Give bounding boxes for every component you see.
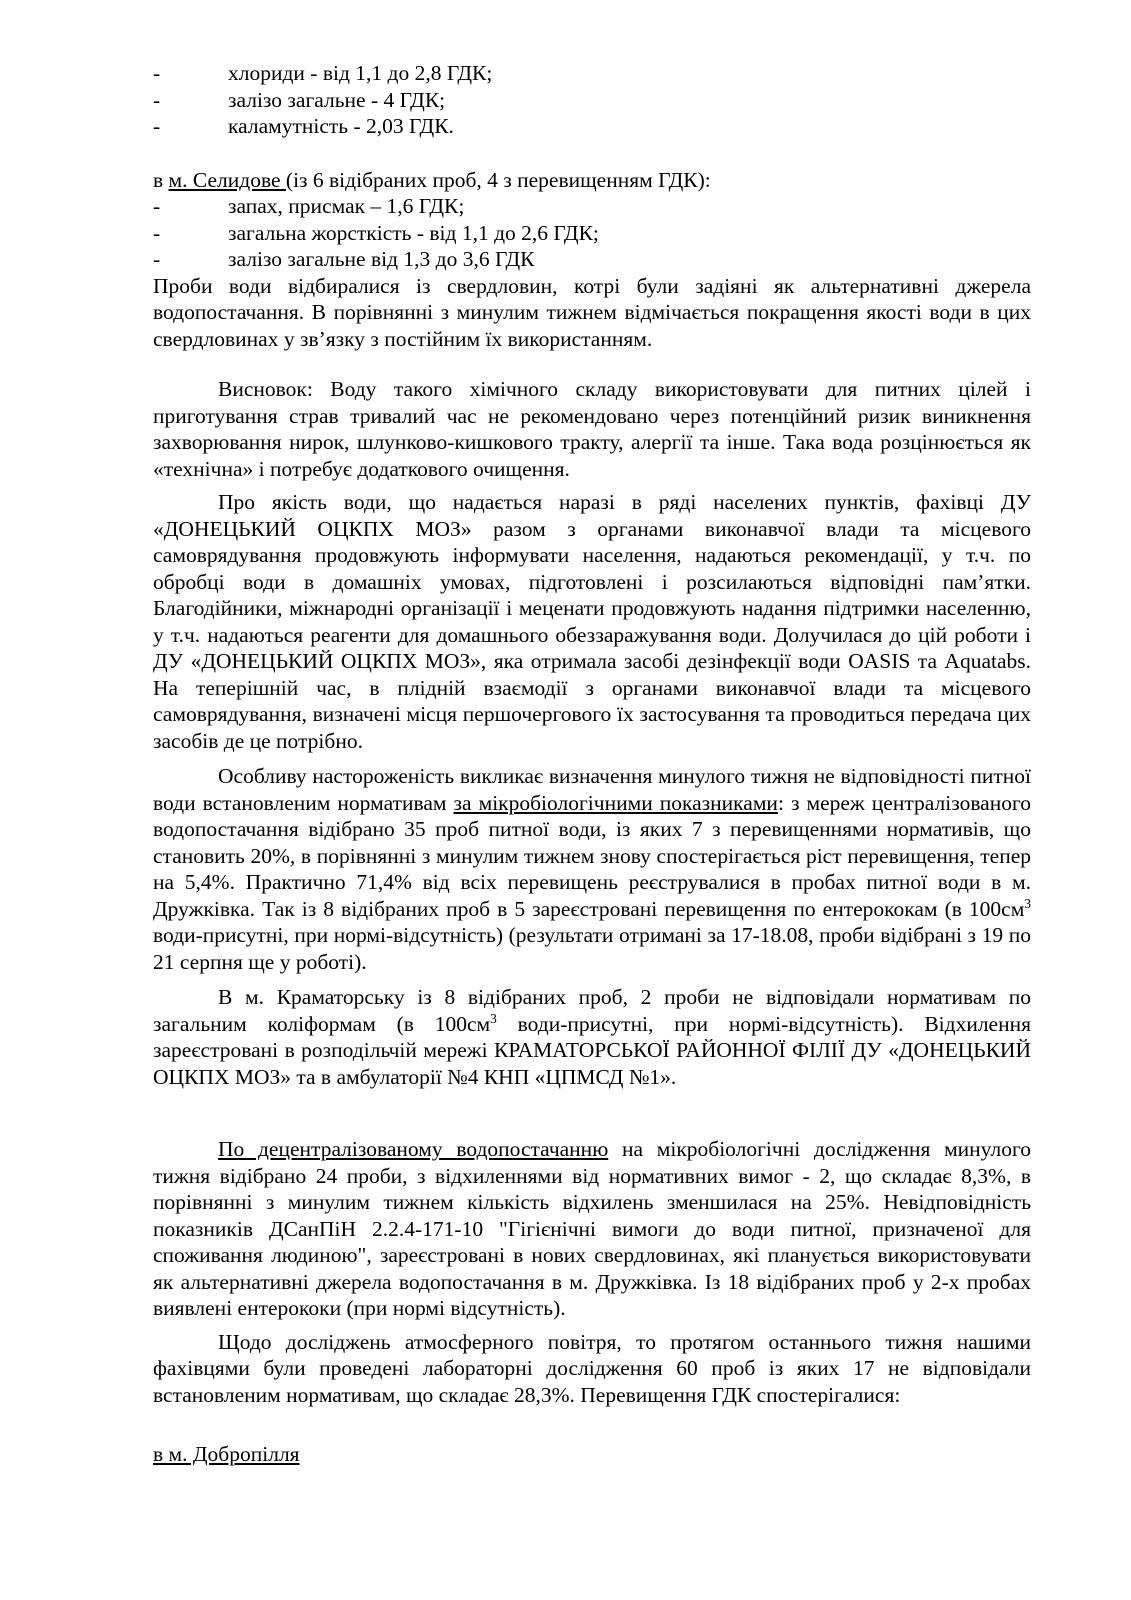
list-marker: - [153,220,161,245]
list-item [153,246,1031,273]
list-item [153,220,1031,247]
list-item [153,113,1031,140]
list-item [153,60,1031,87]
list-item-text: хлориди - від 1,1 до 2,8 ГДК; [228,61,493,85]
list-marker: - [153,247,161,271]
microbiology-underlined-phrase: за мікробіологічними показниками [453,790,778,815]
paragraph-conclusion: Висновок: Воду такого хімічного складу використовувати для питних цілей і приготування страв тривалий час не рекомендовано через потенційний ризик виникнення захворювання нирок, шлунково-кишкового тракту, алергії та інше. Така вода розцінюється як «технічна» і потребує додаткового очищення. [153,377,1031,481]
list-item-text: загальна жорсткість - від 1,1 до 2,6 ГДК; [228,220,599,245]
microbiology-text: води-присутні, при нормі-відсутність) (результати отримані за 17-18.08, проби відібрані з 19 по 21 серпня ще у роботі). [153,923,1031,974]
superscript: 3 [490,1010,497,1026]
kramatorsk-text: води-присутні, при нормі-відсутність). Відхилення зареєстровані в розподільчій мережі КРАМАТОРСЬКОЇ РАЙОННОЇ ФІЛІЇ ДУ «ДОНЕЦЬКИЙ ОЦКПХ МОЗ» та в амбулаторії №4 КНП «ЦПМСД №1». [153,1011,1031,1089]
microbiology-text: : з мереж централізованого водопостачання відібрано 35 проб питної води, із яких 7 з перевищеннями нормативів, що становить 20%, в порівнянні з минулим тижнем знову спостерігається ріст перевищення, тепер на 5,4%. Практично 71,4% від всіх перевищень реєструвалися в пробах питної води в м. Дружківка. Так із 8 відібраних проб в 5 зареєстровані перевищення по ентерококам (в 100см [153,790,1032,921]
dobropillia-heading-text: в м. Добропілля [153,1442,300,1466]
paragraph-wells-note: Проби води відбиралися із свердловин, котрі були задіяні як альтернативні джерела водопостачання. В порівнянні з минулим тижнем відмічається покращення якості води в цих свердловинах у зв’язку з постійним їх використанням. [153,273,1031,351]
list-marker: - [153,194,161,218]
paragraph-air: Щодо досліджень атмосферного повітря, то протягом останнього тижня нашими фахівцями були проведені лабораторні дослідження 60 проб із яких 17 не відповідали встановленим нормативам, що складає 28,3%. Перевищення ГДК спостерігалися: [153,1329,1031,1407]
list-marker: - [153,61,161,85]
paragraph-water-quality-info: Про якість води, що надається наразі в ряді населених пунктів, фахівці ДУ «ДОНЕЦЬКИЙ ОЦКПХ МОЗ» разом з органами виконавчої влади та місцевого самоврядування продовжують інформувати населення, надаються рекомендації, у т.ч. по обробці води в домашніх умовах, підготовлені і розсилаються відповідні пам’ятки. Благодійники, міжнародні організації і меценати продовжують надання підтримки населенню, у т.ч. надаються реагенти для домашнього обеззаражування води. Долучилася до цій роботи і ДУ «ДОНЕЦЬКИЙ ОЦКПХ МОЗ», яка отримала засобі дезінфекції води OASIS та Aquatabs. На теперішній час, в плідній взаємодії з органами виконавчої влади та місцевого самоврядування, визначені місця першочергового їх застосування та проводиться передача цих засобів де це потрібно. [153,490,1031,753]
paragraph-kramatorsk [153,984,1031,1090]
paragraph-decentralized [153,1136,1031,1322]
list-item-text: запах, присмак – 1,6 ГДК; [228,194,465,218]
decentralized-underlined-phrase: По децентралізованому водопостачанню [218,1137,609,1161]
kramatorsk-text: В м. Краматорську із 8 відібраних проб, 2 проби не відповідали нормативам по загальним коліформам (в 100см [153,985,1031,1036]
selydove-heading-prefix: в [153,167,169,192]
list-item-text: залізо загальне від 1,3 до 3,6 ГДК [228,247,535,271]
list-item-text: каламутність - 2,03 ГДК. [228,114,454,138]
selydove-heading [153,167,1031,194]
list-marker: - [153,87,161,112]
list-item [153,87,1031,114]
superscript: 3 [1024,895,1031,911]
dobropillia-heading [153,1441,1031,1468]
selydove-heading-suffix: (із 6 відібраних проб, 4 з перевищенням ГДК): [285,167,711,192]
list-marker: - [153,114,161,138]
microbiology-text: Особливу настороженість викликає визначення минулого тижня не відповідності питної води встановленим нормативам [153,764,1031,815]
list-item-text: залізо загальне - 4 ГДК; [228,87,446,112]
list-item [153,193,1031,220]
selydove-heading-city: м. Селидове [168,167,286,192]
decentralized-text: на мікробіологічні дослідження минулого тижня відібрано 24 проби, з відхиленнями від нормативних вимог - 2, що складає 8,3%, в порівнянні з минулим тижнем кількість відхилень зменшилася на 25%. Невідповідність показників ДСанПіН 2.2.4-171-10 "Гігієнічні вимоги до води питної, призначеної для споживання людиною", зареєстровані в нових свердловинах, які планується використовувати як альтернативні джерела водопостачання в м. Дружківка. Із 18 відібраних проб у 2-х пробах виявлені ентерококи (при нормі відсутність). [153,1137,1031,1320]
paragraph-microbiology [153,763,1031,975]
